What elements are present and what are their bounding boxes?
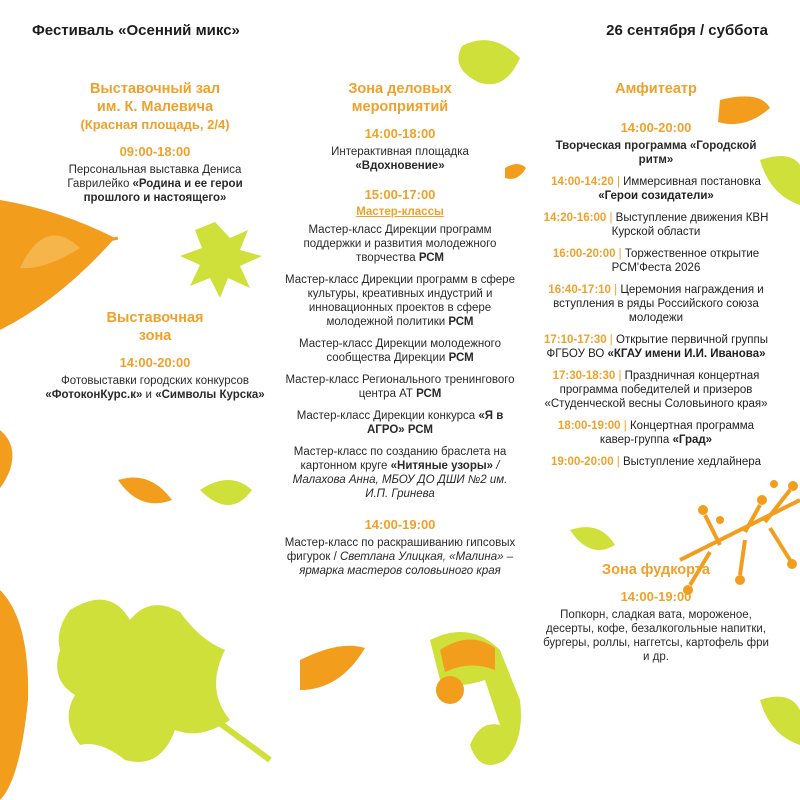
- program-name: «Герои созидатели»: [598, 190, 714, 202]
- zone-title-line: им. К. Малевича: [96, 99, 214, 115]
- separator: |: [615, 248, 625, 260]
- program-item: [540, 175, 772, 203]
- zone-title-line: Выставочная: [106, 310, 204, 326]
- event-text: Фотовыставки городских конкурсов: [60, 375, 250, 387]
- zone-title-line: мероприятий: [351, 99, 449, 115]
- program-item: [540, 369, 772, 411]
- event-name: РСМ: [418, 252, 444, 264]
- event-description: [282, 145, 518, 173]
- program-text: Выступление хедлайнера: [622, 456, 762, 468]
- masterclass-item: [282, 223, 518, 265]
- lime-oak-leaf-icon: [57, 600, 230, 762]
- program-time: 17:30-18:30: [552, 370, 616, 382]
- event-description: [40, 374, 270, 402]
- time-slot: 14:00-19:00: [620, 589, 692, 604]
- masterclass-item: [282, 337, 518, 365]
- event-text: Мастер-класс по созданию браслета на картонном круге: [293, 446, 507, 472]
- event-text: Мастер-класс Регионального тренингового центра АТ: [285, 374, 515, 400]
- orange-leaf-bottom-icon: [300, 646, 365, 690]
- program-time: 16:00-20:00: [552, 248, 616, 260]
- column-business-zone: [282, 80, 518, 578]
- orange-leaf-left-icon: [118, 478, 172, 504]
- program-item: [540, 247, 772, 275]
- program-name: «КГАУ имени И.И. Иванова»: [607, 348, 766, 360]
- separator: |: [606, 212, 616, 224]
- column-amphitheater: [540, 80, 772, 664]
- event-name: «Вдохновение»: [355, 160, 445, 172]
- program-text: Концертная программа кавер-группа: [599, 420, 755, 446]
- zone-address: (Красная площадь, 2/4): [80, 117, 230, 132]
- program-text: Выступление движения КВН Курской области: [611, 212, 769, 238]
- event-description: [40, 163, 270, 205]
- event-text: Интерактивная площадка: [331, 146, 469, 158]
- time-slot: 14:00-18:00: [364, 126, 436, 141]
- masterclass-item: [282, 373, 518, 401]
- event-text: Мастер-класс Дирекции программ в сфере культуры, креативных индустрий и инновационных проектов в сфере молодежной политики: [285, 274, 515, 328]
- program-text: Открытие первичной группы ФГБОУ ВО: [546, 334, 769, 360]
- zone-title-line: зона: [138, 328, 172, 344]
- event-text: Мастер-класс Дирекции молодежного сообщества Дирекции: [298, 338, 502, 364]
- program-item: [540, 283, 772, 325]
- event-name: «Я в АГРО» РСМ: [367, 410, 504, 436]
- program-item: [540, 455, 772, 469]
- separator: |: [606, 334, 616, 346]
- event-name: РСМ: [448, 316, 474, 328]
- event-text: и: [142, 389, 156, 401]
- event-name: «ФотоконКурс.к»: [45, 389, 143, 401]
- masterclass-item: [282, 409, 518, 437]
- program-title: Творческая программа «Городской ритм»: [555, 140, 757, 166]
- masterclass-item: [282, 273, 518, 329]
- program-text: Иммерсивная постановка: [623, 176, 761, 188]
- time-slot: 14:00-20:00: [119, 355, 191, 370]
- lime-leaf-icon: [458, 40, 520, 84]
- masterclass-label: Мастер-классы: [356, 206, 444, 218]
- time-slot: 09:00-18:00: [119, 144, 191, 159]
- program-time: 14:00-14:20: [551, 176, 614, 188]
- program-text: Торжественное открытие РСМ'Феста 2026: [611, 248, 760, 274]
- program-item: [540, 333, 772, 361]
- program-list: [540, 175, 772, 469]
- music-note-icon: [430, 632, 521, 765]
- program-item: [540, 211, 772, 239]
- program-time: 17:10-17:30: [543, 334, 607, 346]
- zone-title: Амфитеатр: [615, 81, 697, 97]
- time-slot: 14:00-19:00: [364, 517, 436, 532]
- masterclass-item: [282, 536, 518, 578]
- event-text: Мастер-класс по раскрашиванию гипсовых фигурок /: [284, 537, 516, 563]
- event-name: «Символы Курска»: [155, 389, 265, 401]
- program-text: Праздничная концертная программа победителей и призеров «Студенческой весны Соловьиного края»: [544, 370, 768, 410]
- time-slot: 14:00-20:00: [620, 120, 692, 135]
- orange-curve-icon: [0, 430, 12, 488]
- program-text: Церемония награждения и вступления в ряды Российского союза молодежи: [553, 284, 764, 324]
- event-name: «Родина и ее герои прошлого и настоящего»: [83, 178, 243, 204]
- lime-leaf-small-icon: [200, 480, 252, 505]
- event-name: РСМ: [448, 352, 474, 364]
- program-name: «Град»: [672, 434, 713, 446]
- event-date: 26 сентября / суббота: [606, 22, 768, 39]
- event-author: Светлана Улицкая, «Малина» – ярмарка мастеров соловьиного края: [299, 551, 514, 577]
- zone-title-line: Зона деловых: [348, 81, 452, 97]
- food-description: Попкорн, сладкая вата, мороженое, десерты, кофе, безалкогольные напитки, бургеры, роллы, наггетсы, картофель фри и др.: [543, 609, 769, 663]
- program-item: [540, 419, 772, 447]
- event-text: Мастер-класс Дирекции программ поддержки и развития молодежного творчества: [303, 224, 497, 264]
- column-exhibitions: [40, 80, 270, 402]
- zone-title-line: Выставочный зал: [89, 81, 221, 97]
- separator: |: [613, 176, 624, 188]
- separator: |: [613, 456, 623, 468]
- separator: |: [610, 284, 621, 296]
- program-time: 19:00-20:00: [550, 456, 614, 468]
- masterclass-item: [282, 445, 518, 501]
- program-time: 18:00-19:00: [557, 420, 621, 432]
- separator: |: [615, 370, 625, 382]
- event-author: / Малахова Анна, МБОУ ДО ДШИ №2 им. И.П. Гринева: [292, 460, 508, 500]
- time-slot: 15:00-17:00: [364, 187, 436, 202]
- zone-title: [40, 80, 270, 116]
- event-text: Мастер-класс Дирекции конкурса: [296, 410, 479, 422]
- zone-title: [282, 80, 518, 116]
- program-time: 16:40-17:10: [548, 284, 611, 296]
- lime-leaf-bottom-right-icon: [760, 697, 800, 745]
- event-text: Персональная выставка Дениса Гаврилейко: [67, 164, 242, 190]
- event-name: «Нитяные узоры»: [390, 460, 494, 472]
- zone-title: Зона фудкорта: [602, 562, 710, 578]
- zone-title: [40, 309, 270, 345]
- festival-title: Фестиваль «Осенний микс»: [32, 22, 240, 39]
- orange-oval-leaf-icon: [0, 590, 28, 800]
- event-name: РСМ: [416, 388, 442, 400]
- program-time: 14:20-16:00: [543, 212, 607, 224]
- separator: |: [620, 420, 630, 432]
